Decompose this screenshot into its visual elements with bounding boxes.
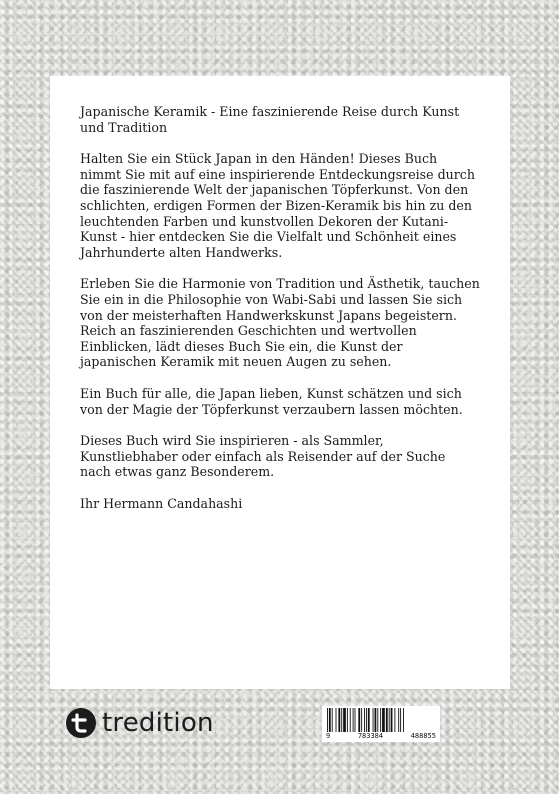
barcode-bar <box>338 708 340 732</box>
barcode-bar <box>400 708 401 732</box>
tredition-logo-icon <box>66 708 96 738</box>
barcode-bar <box>391 708 393 732</box>
barcode-bar <box>394 708 395 732</box>
barcode-bar <box>329 708 331 732</box>
barcode-bar <box>373 708 374 732</box>
barcode-digits <box>326 732 436 740</box>
barcode-bar <box>355 708 356 732</box>
barcode-digit-group-1: 783384 <box>357 732 384 740</box>
barcode-bar <box>364 708 365 732</box>
publisher-logo <box>66 707 214 739</box>
barcode-bar <box>389 708 390 732</box>
author-signature: Ihr Hermann Candahashi <box>80 495 243 511</box>
barcode-bar <box>366 708 367 732</box>
blurb-title: Japanische Keramik - Eine faszinierende Reise durch Kunst und Tradition <box>80 104 460 135</box>
barcode-bar <box>382 708 385 732</box>
barcode-bar <box>336 708 337 732</box>
barcode-bar <box>353 708 354 732</box>
barcode-bar <box>375 708 377 732</box>
blurb-paragraph-3: Ein Buch für alle, die Japan lieben, Kunst schätzen und sich von der Magie der Töpferkunst verzaubern lassen möchten. <box>80 385 463 417</box>
barcode-bar <box>368 708 370 732</box>
isbn-barcode <box>322 706 440 742</box>
barcode-bar <box>380 708 381 732</box>
barcode-bar <box>386 708 388 732</box>
publisher-name: tredition <box>102 708 214 738</box>
barcode-bar <box>327 708 328 732</box>
blurb-paragraph-1: Halten Sie ein Stück Japan in den Händen! Dieses Buch nimmt Sie mit auf eine inspirierende Entdeckungsreise durch die faszinierende Welt der japanischen Töpferkunst. Von den schlichten, erdigen Formen der Bizen-Keramik bis hin zu den leuchtenden Farben und kunstvollen Dekoren der Kutani-Kunst - hier entdecken Sie die Vielfalt und Schönheit eines Jahrhunderte alten Handwerks. <box>80 151 475 260</box>
barcode-bar <box>403 708 404 732</box>
blurb-paragraph-2: Erleben Sie die Harmonie von Tradition und Ästhetik, tauchen Sie ein in die Philosophie von Wabi-Sabi und lassen Sie sich von der meisterhaften Handwerkskunst Japans begeistern. Reich an faszinierenden Geschichten und wertvollen Einblicken, lädt dieses Buch Sie ein, die Kunst der japanischen Keramik mit neuen Augen zu sehen. <box>80 276 480 370</box>
barcode-bar <box>361 708 362 732</box>
blurb-paragraph-4: Dieses Buch wird Sie inspirieren - als Sammler, Kunstliebhaber oder einfach als Reisender auf der Suche nach etwas ganz Besonderem. <box>80 433 446 480</box>
barcode-bar <box>347 708 348 732</box>
barcode-bar <box>332 708 333 732</box>
barcode-bar <box>350 708 351 732</box>
barcode-digit-lead: 9 <box>326 732 331 740</box>
barcode-bar <box>398 708 399 732</box>
barcode-bar <box>358 708 360 732</box>
blurb-text <box>80 104 480 511</box>
back-cover-text-panel <box>50 76 510 689</box>
barcode-digit-group-2: 488855 <box>410 732 436 740</box>
barcode-bar <box>341 708 342 732</box>
barcode-bars <box>326 708 436 732</box>
barcode-bar <box>343 708 346 732</box>
barcode-bar <box>377 708 378 732</box>
